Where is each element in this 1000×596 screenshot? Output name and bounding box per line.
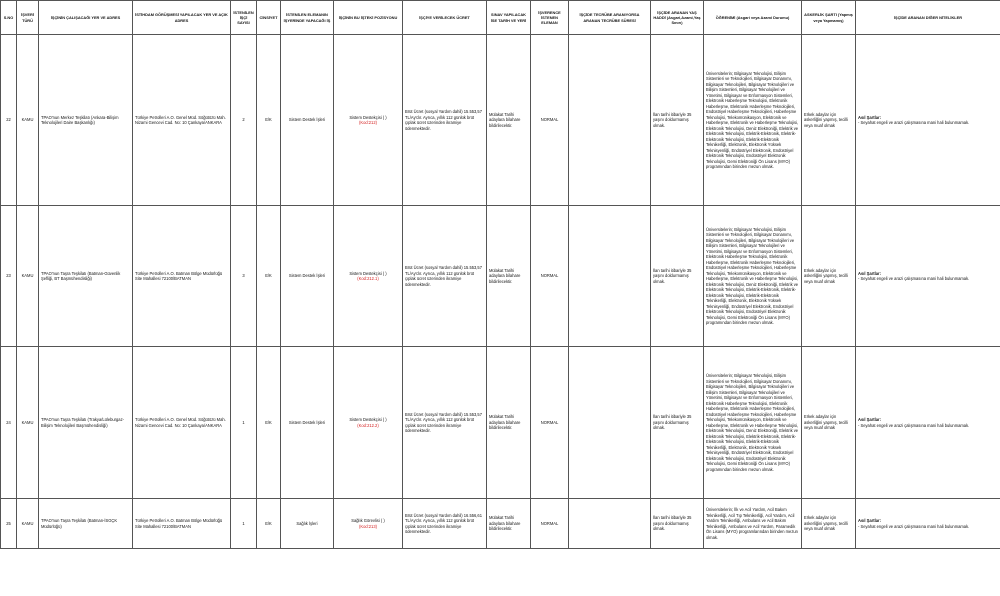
cell-count: 2 — [231, 35, 257, 206]
cell-count: 1 — [231, 499, 257, 549]
cell-other — [856, 347, 1000, 499]
cell-sno: 23 — [1, 206, 17, 347]
header-military: ASKERLİK ŞARTI (Yapmış veya Yapmamış) — [802, 1, 856, 35]
other-text: - Seyahat engeli ve arazi çalışmasına mani hali bulunmamak. — [858, 422, 970, 428]
header-age: İŞÇİDE ARANAN YAŞ HADDİ (Asgari,Azami,Yaş Sınırı) — [651, 1, 704, 35]
header-position: İŞÇİNİN BU İŞTEKİ POZİSYONU — [334, 1, 403, 35]
header-row — [1, 1, 1000, 35]
position-title: Sistem Destekçisi ( ) — [349, 417, 387, 422]
cell-wage: Brüt Ücret (sosyal Yardım dahil) 15.553,57 TL/Ay'dır. Ayrıca, yıllık 112 günlük brüt çıplak ücret üzerinden ikramiye ödenmektedir. — [403, 206, 487, 347]
cell-gender: E/K — [257, 35, 281, 206]
cell-age: İlan tarihi itibariyle 35 yaşını doldurmamış olmak. — [651, 499, 704, 549]
cell-count: 3 — [231, 206, 257, 347]
cell-position — [334, 206, 403, 347]
position-code: (Kod:212.1) — [357, 276, 379, 281]
cell-experience — [569, 35, 651, 206]
cell-count: 1 — [231, 347, 257, 499]
header-employer-type: İŞVERİ TÜRÜ — [17, 1, 39, 35]
position-title: Sistem Destekçisi ( ) — [349, 114, 387, 120]
other-title: Asıl Şartlar: — [858, 270, 881, 276]
cell-position — [334, 499, 403, 549]
header-disabled: İŞVERENCE İSTENEN ELEMAN — [531, 1, 569, 35]
header-exam: SINAV YAPILACAK İSE TARİH VE YERİ — [487, 1, 531, 35]
cell-age: İlan tarihi itibariyle 35 yaşını doldurmamış olmak. — [651, 347, 704, 499]
cell-disabled: NORMAL — [531, 347, 569, 499]
cell-interview-place: Türkiye Petrolleri A.O. Batman Bölge Müdürlüğü Site Mahallesi 72100/BATMAN — [133, 206, 231, 347]
table-row — [1, 499, 1000, 549]
other-title: Asıl Şartlar: — [858, 518, 881, 523]
cell-disabled: NORMAL — [531, 206, 569, 347]
cell-education: Üniversitelerin; Bilgisayar Teknolojisi, Bilişim Sistemleri ve Teknolojileri, Bilgisayar Donanımı, Bilgisayar Teknolojileri, Bilgisayar Teknolojileri ve Bilişim Sistemleri, Bilgisayar Teknolojileri ve Yönetimi, Bilgisayar ve Enformasyon Sistemleri, Elektronik Haberleşme Teknolojisi, Elektronik Haberleşme, Elektronik Haberleşme Teknolojileri, Endüstriyel Haberleşme Teknolojileri, Haberleşme Teknolojisi, Telekomünikasyon, Elektronik ve Haberleşme, Elektronik ve Haberleşme Teknolojisi, Elektronik Teknolojisi, Deniz Elektroniği, Elektrik ve Elektronik Teknolojisi, Elektrik-Elektronik, Elektrik-Elektronik Teknolojisi, Elektrik-Elektronik Teknikerliği, Elektronik, Elektronik Yüksek Teknisyenliği, Endüstriyel Elektronik, Endüstriyel Elektronik Teknolojisi, Endüstriyel Elektronik Teknolojisi, Gemi Elektroniği Ön Lisans (MYO) programından birinden mezun olmak. — [704, 35, 802, 206]
cell-job: Sistem Destek İşleri — [281, 35, 334, 206]
cell-work-place: TPAO'nun Taşra Teşkilatı (Trakya/Lüleburgaz-Bilişim Teknolojileri Başmühendisliği) — [39, 347, 133, 499]
cell-experience — [569, 206, 651, 347]
header-interview-place: İSTİHDAM GÖRÜŞMESİ YAPILACAK YER VE AÇIK ADRES — [133, 1, 231, 35]
cell-position — [334, 347, 403, 499]
header-other: İŞÇİDE ARANAN DİĞER NİTELİKLER — [856, 1, 1000, 35]
cell-job: Sistem Destek İşleri — [281, 347, 334, 499]
cell-education: Üniversitelerin; İlk ve Acil Yardım, Acil Bakım Teknikerliği, Acil Tıp Teknikerliği, Acil Yardım, Acil Yardım Teknikerliği, Ambulans ve Acil Bakım Teknikerliği, Ambulans ve Acil Yardım, Paramedik Ön Lisans (MYO) programlarından birinden mezun olmak. — [704, 499, 802, 549]
cell-interview-place: Türkiye Petrolleri A.O. Batman Bölge Müdürlüğü Site Mahallesi 72100/BATMAN — [133, 499, 231, 549]
cell-employer-type: KAMU — [17, 35, 39, 206]
cell-job: Sağlık İşleri — [281, 499, 334, 549]
position-code: (Kod:213) — [359, 523, 377, 529]
other-text: - Seyahat engeli ve arazi çalışmasına mani hali bulunmamak. — [858, 523, 970, 529]
position-code: (Kod:212) — [359, 120, 377, 125]
other-title: Asıl Şartlar: — [858, 417, 881, 422]
cell-gender: E/K — [257, 206, 281, 347]
cell-job: Sistem Destek İşleri — [281, 206, 334, 347]
cell-wage: Brüt Ücret (sosyal Yardım dahil) 16.556,61 TL/Ay'dır. Ayrıca, yıllık 112 günlük brüt çıplak ücret üzerinden ikramiye ödenmektedir. — [403, 499, 487, 549]
cell-sno: 24 — [1, 347, 17, 499]
table-row — [1, 35, 1000, 206]
position-title: Sağlık Görevlisi ( ) — [351, 518, 385, 523]
cell-military: Erkek adaylar için askerliğini yapmış, tecilli veya muaf olmak — [802, 347, 856, 499]
cell-education: Üniversitelerin; Bilgisayar Teknolojisi, Bilişim Sistemleri ve Teknolojileri, Bilgisayar Donanımı, Bilgisayar Teknolojileri, Bilgisayar Teknolojileri ve Bilişim Sistemleri, Bilgisayar Teknolojileri ve Yönetimi, Bilgisayar ve Enformasyon Sistemleri, Elektronik Haberleşme Teknolojisi, Elektronik Haberleşme, Elektronik Haberleşme Teknolojileri, Endüstriyel Haberleşme Teknolojileri, Haberleşme Teknolojisi, Telekomünikasyon, Elektronik ve Haberleşme, Elektronik ve Haberleşme Teknolojisi, Elektronik Teknolojisi, Deniz Elektroniği, Elektrik ve Elektronik Teknolojisi, Elektrik-Elektronik, Elektrik-Elektronik Teknolojisi, Elektrik-Elektronik Teknikerliği, Elektronik, Elektronik Yüksek Teknisyenliği, Endüstriyel Elektronik, Endüstriyel Elektronik Teknolojisi, Endüstriyel Elektronik Teknolojisi, Gemi Elektroniği Ön Lisans (MYO) programından birinden mezun olmak. — [704, 206, 802, 347]
cell-other — [856, 499, 1000, 549]
cell-wage: Brüt Ücret (sosyal Yardım dahil) 15.553,57 TL/Ay'dır. Ayrıca, yıllık 112 günlük brüt çıplak ücret üzerinden ikramiye ödenmektedir. — [403, 347, 487, 499]
cell-exam: Mülakat Tarihi adaylara bilahare bildirilecektir. — [487, 206, 531, 347]
cell-other — [856, 35, 1000, 206]
cell-other — [856, 206, 1000, 347]
cell-wage: Brüt Ücret (sosyal Yardım dahil) 15.553,57 TL/Ay'dır. Ayrıca, yıllık 112 günlük brüt çıplak ücret üzerinden ikramiye ödenmektedir. — [403, 35, 487, 206]
cell-sno: 25 — [1, 499, 17, 549]
header-gender: CİNSİYET — [257, 1, 281, 35]
header-work-place: İŞÇİNİN ÇALIŞACAĞI YER VE ADRES — [39, 1, 133, 35]
cell-employer-type: KAMU — [17, 206, 39, 347]
cell-interview-place: Türkiye Petrolleri A.O. Genel Müd. Söğütözü Mah. Nizami Gencevi Cad. No: 10 Çankaya/ANKARA — [133, 347, 231, 499]
cell-experience — [569, 499, 651, 549]
cell-work-place: TPAO'nun Merkez Teşkilatı (Ankara-Bilişim Teknolojileri Daire Başkanlığı) — [39, 35, 133, 206]
other-text: - Seyahat engeli ve arazi çalışmasına mani hali bulunmamak. — [858, 276, 970, 281]
table-row — [1, 347, 1000, 499]
cell-employer-type: KAMU — [17, 499, 39, 549]
table-row — [1, 206, 1000, 347]
cell-military: Erkek adaylar için askerliğini yapmış, tecilli veya muaf olmak — [802, 206, 856, 347]
cell-disabled: NORMAL — [531, 35, 569, 206]
cell-experience — [569, 347, 651, 499]
header-count: İSTENİLEN İŞÇİ SAYISI — [231, 1, 257, 35]
cell-military: Erkek adaylar için askerliğini yapmış, tecilli veya muaf olmak — [802, 35, 856, 206]
header-sno: S.NO — [1, 1, 17, 35]
cell-position — [334, 35, 403, 206]
cell-military: Erkek adaylar için askerliğini yapmış, tecilli veya muaf olmak — [802, 499, 856, 549]
cell-work-place: TPAO'nun Taşra Teşkilatı (Batman-Güvenlik Şefliği, BT Başmühendisliği) — [39, 206, 133, 347]
cell-employer-type: KAMU — [17, 347, 39, 499]
cell-exam: Mülakat Tarihi adaylara bilahare bildirilecektir. — [487, 499, 531, 549]
other-text: - Seyahat engeli ve arazi çalışmasına mani hali bulunmamak. — [858, 120, 970, 125]
cell-sno: 22 — [1, 35, 17, 206]
cell-gender: E/K — [257, 347, 281, 499]
cell-age: İlan tarihi itibariyle 35 yaşını doldurmamış olmak. — [651, 206, 704, 347]
header-education: ÖĞRENİMİ (Asgari veya Azami Durumu) — [704, 1, 802, 35]
cell-work-place: TPAO'nun Taşra Teşkilatı (Batman-İSGÇK Müdürlüğü) — [39, 499, 133, 549]
cell-disabled: NORMAL — [531, 499, 569, 549]
cell-exam: Mülakat Tarihi adaylara bilahare bildirilecektir. — [487, 35, 531, 206]
cell-gender: E/K — [257, 499, 281, 549]
position-title: Sistem Destekçisi ( ) — [349, 270, 387, 276]
header-job: İSTENİLEN ELEMANIN İŞYERİNDE YAPACAĞI İŞ — [281, 1, 334, 35]
cell-age: İlan tarihi itibariyle 35 yaşını doldurmamış olmak. — [651, 35, 704, 206]
position-code: (Kod:212.2) — [357, 422, 379, 428]
cell-interview-place: Türkiye Petrolleri A.O. Genel Müd. Söğütözü Mah. Nizami Gencevi Cad. No: 10 Çankaya/ANKARA — [133, 35, 231, 206]
cell-education: Üniversitelerin; Bilgisayar Teknolojisi, Bilişim Sistemleri ve Teknolojileri, Bilgisayar Donanımı, Bilgisayar Teknolojileri, Bilgisayar Teknolojileri ve Bilişim Sistemleri, Bilgisayar Teknolojileri ve Yönetimi, Bilgisayar ve Enformasyon Sistemleri, Elektronik Haberleşme Teknolojisi, Elektronik Haberleşme, Elektronik Haberleşme Teknolojileri, Endüstriyel Haberleşme Teknolojileri, Haberleşme Teknolojisi, Telekomünikasyon, Elektronik ve Haberleşme, Elektronik ve Haberleşme Teknolojisi, Elektronik Teknolojisi, Deniz Elektroniği, Elektrik ve Elektronik Teknolojisi, Elektrik-Elektronik, Elektrik-Elektronik Teknolojisi, Elektrik-Elektronik Teknikerliği, Elektronik, Elektronik Yüksek Teknisyenliği, Endüstriyel Elektronik, Endüstriyel Elektronik Teknolojisi, Endüstriyel Elektronik Teknolojisi, Gemi Elektroniği Ön Lisans (MYO) programından birinden mezun olmak. — [704, 347, 802, 499]
header-experience: İŞÇİDE TECRÜBE ARANIYORSA ARANAN TECRÜBE SÜRESİ — [569, 1, 651, 35]
other-title: Asıl Şartlar: — [858, 114, 881, 120]
header-wage: İŞÇİYE VERİLECEK ÜCRET — [403, 1, 487, 35]
cell-exam: Mülakat Tarihi adaylara bilahare bildirilecektir. — [487, 347, 531, 499]
